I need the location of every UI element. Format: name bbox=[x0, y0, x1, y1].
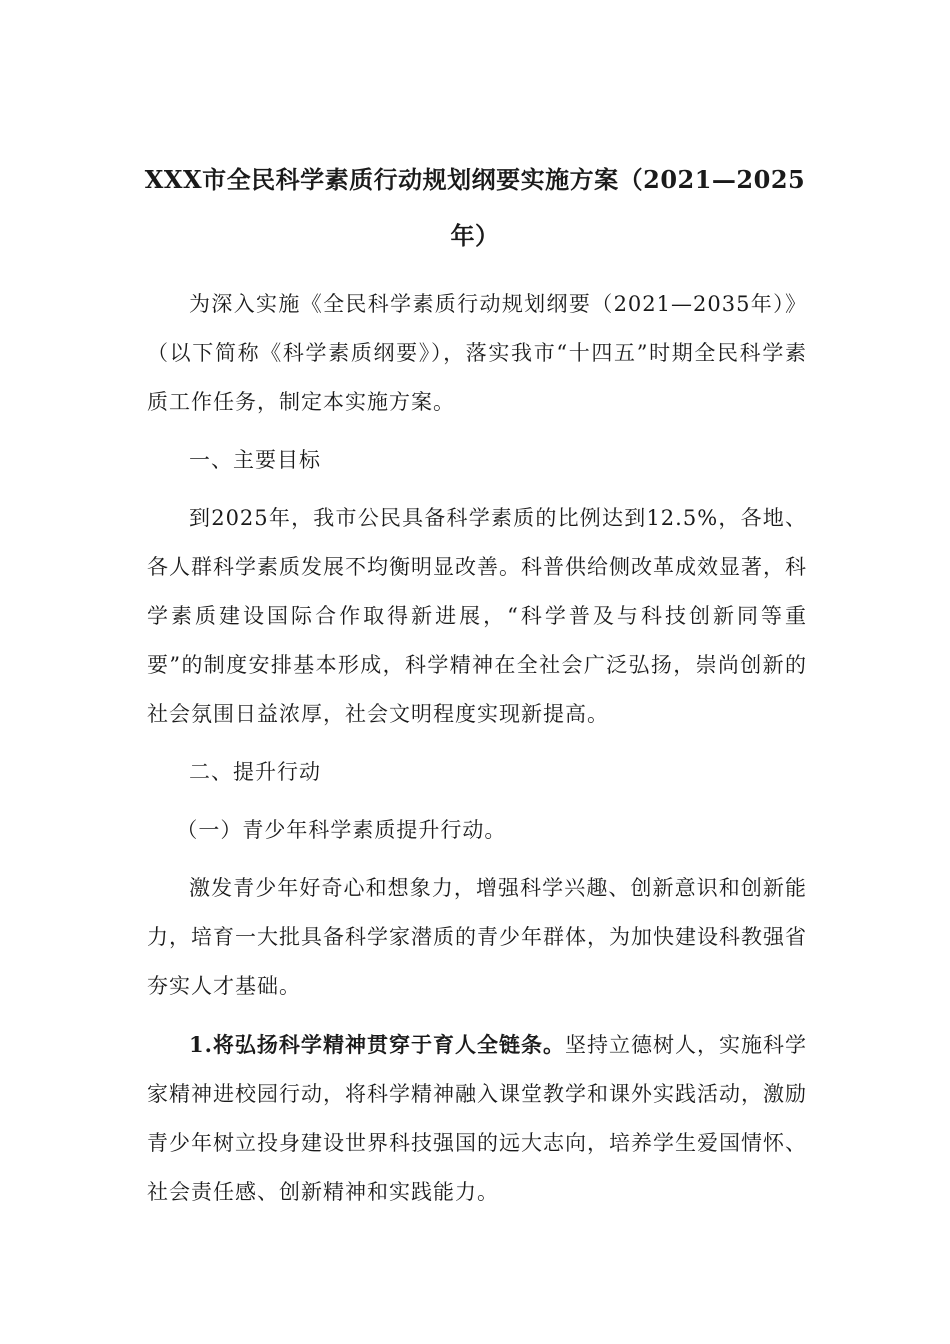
subsection1-paragraph: 激发青少年好奇心和想象力，增强科学兴趣、创新意识和创新能力，培育一大批具备科学家潜质的青少年群体，为加快建设科教强省夯实人才基础。 bbox=[147, 876, 807, 998]
section1-paragraph: 到2025年，我市公民具备科学素质的比例达到12.5%，各地、各人群科学素质发展不均衡明显改善。科普供给侧改革成效显著，科学素质建设国际合作取得新进展，“科学普及与科技创新同等重要”的制度安排基本形成，科学精神在全社会广泛弘扬，崇尚创新的社会氛围日益浓厚，社会文明程度实现新提高。 bbox=[147, 506, 807, 726]
section1-heading: 一、主要目标 bbox=[189, 448, 321, 472]
item1-paragraph bbox=[147, 1020, 807, 1217]
section2-heading: 二、提升行动 bbox=[189, 760, 321, 784]
item1-lead: 1.将弘扬科学精神贯穿于育人全链条。 bbox=[189, 1032, 565, 1057]
subsection1-heading: （一）青少年科学素质提升行动。 bbox=[176, 818, 507, 842]
intro-paragraph: 为深入实施《全民科学素质行动规划纲要（2021—2035年）》（以下简称《科学素质纲要》），落实我市“十四五”时期全民科学素质工作任务，制定本实施方案。 bbox=[147, 292, 807, 414]
document-body bbox=[147, 280, 807, 1226]
item1-text: 坚持立德树人，实施科学家精神进校园行动，将科学精神融入课堂教学和课外实践活动，激励青少年树立投身建设世界科技强国的远大志向，培养学生爱国情怀、社会责任感、创新精神和实践能力。 bbox=[147, 1033, 808, 1204]
document-title: XXX市全民科学素质行动规划纲要实施方案（2021—2025年） bbox=[144, 165, 806, 250]
